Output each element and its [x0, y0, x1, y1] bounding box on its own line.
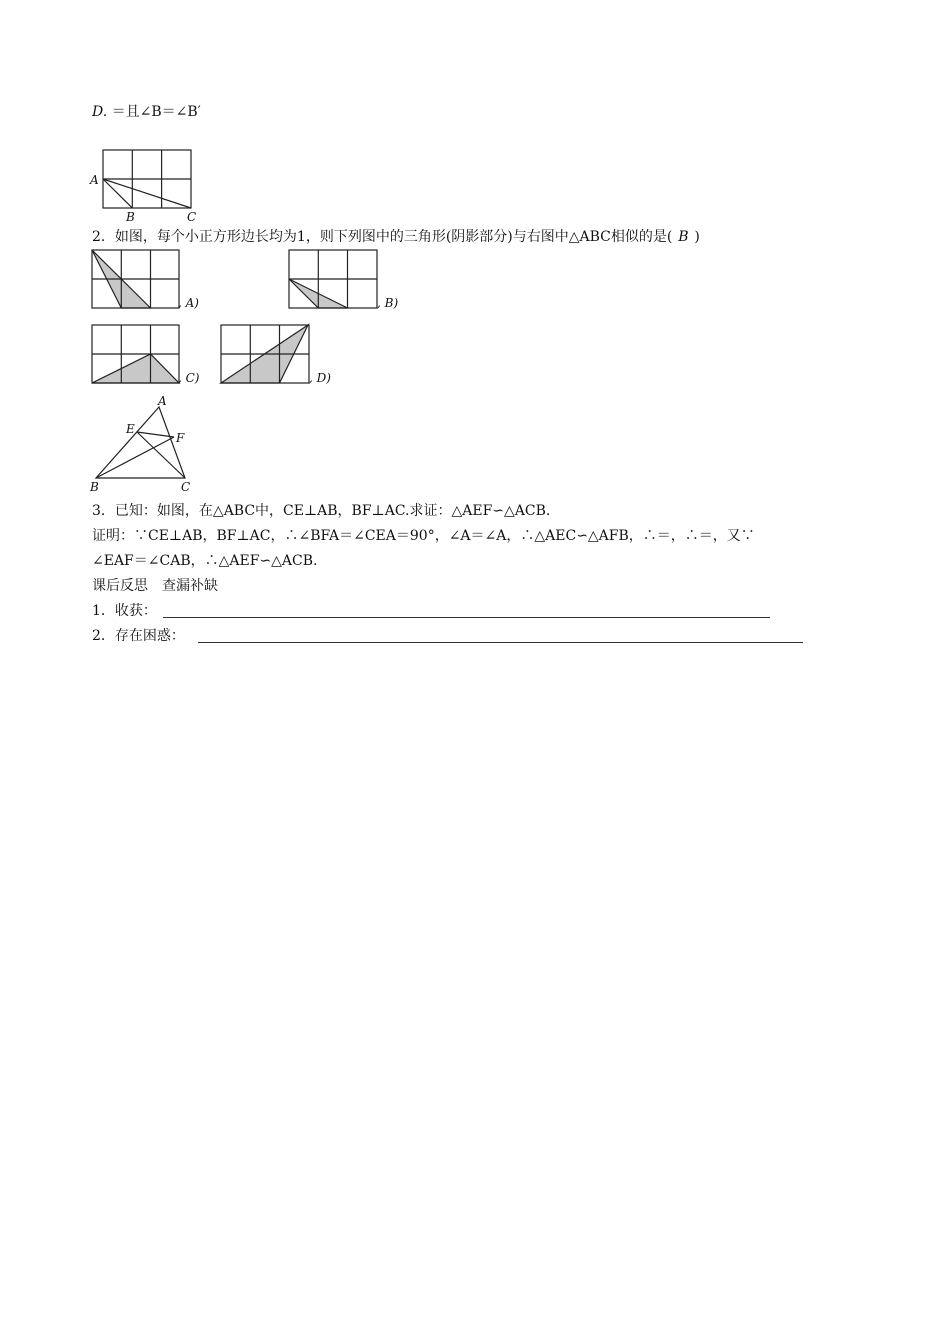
fig2-label-c: C: [181, 480, 191, 494]
option-c-figure: [90, 323, 180, 385]
option-b-label: , B): [377, 296, 399, 310]
reflection-item-1: 1．收获：: [92, 603, 157, 619]
option-d-letter: D.: [92, 104, 108, 120]
option-a-label: , A): [178, 296, 199, 310]
option-b-figure: [287, 248, 379, 310]
q2-close: ): [694, 229, 700, 245]
option-a-figure: [90, 248, 180, 310]
question-3: [92, 502, 550, 520]
option-d-text: ＝且∠B＝∠B′: [107, 104, 201, 120]
grid-figure-abc: [88, 148, 208, 228]
triangle-altitudes-figure: [88, 393, 198, 493]
fig1-label-a: A: [90, 173, 99, 187]
reflection-item-2: 2．存在困惑：: [92, 628, 185, 644]
fig2-label-a: A: [158, 394, 167, 408]
q2-text: 如图，每个小正方形边长均为1，则下列图中的三角形(阴影部分)与右图中△ABC相似的是(: [114, 229, 673, 245]
reflection-heading: 课后反思 查漏补缺: [92, 578, 218, 594]
fig1-label-c: C: [187, 210, 197, 224]
fig1-label-b: B: [126, 210, 135, 224]
option-d-figure: [219, 323, 311, 385]
q3-number: 3．: [92, 503, 115, 519]
gains-answer-line[interactable]: [163, 617, 770, 618]
option-c-label: , C): [178, 371, 200, 385]
fig2-label-b: B: [90, 480, 99, 494]
question-2: [92, 228, 700, 246]
fig2-label-f: F: [176, 431, 185, 445]
fig2-label-e: E: [126, 422, 135, 436]
q3-text: 已知：如图，在△ABC中，CE⊥AB，BF⊥AC.求证：△AEF∽△ACB.: [114, 503, 551, 519]
option-d-label: , D): [309, 371, 331, 385]
q2-answer: B: [678, 229, 689, 245]
proof-line-2: ∠EAF＝∠CAB，∴△AEF∽△ACB.: [92, 553, 318, 569]
proof-line-1: 证明：∵CE⊥AB，BF⊥AC，∴∠BFA＝∠CEA＝90°，∠A＝∠A，∴△AEC∽△AFB，∴＝，∴＝，又∵: [92, 528, 755, 544]
option-d-line: [92, 103, 201, 121]
confusion-answer-line[interactable]: [198, 642, 803, 643]
q2-number: 2．: [92, 229, 115, 245]
